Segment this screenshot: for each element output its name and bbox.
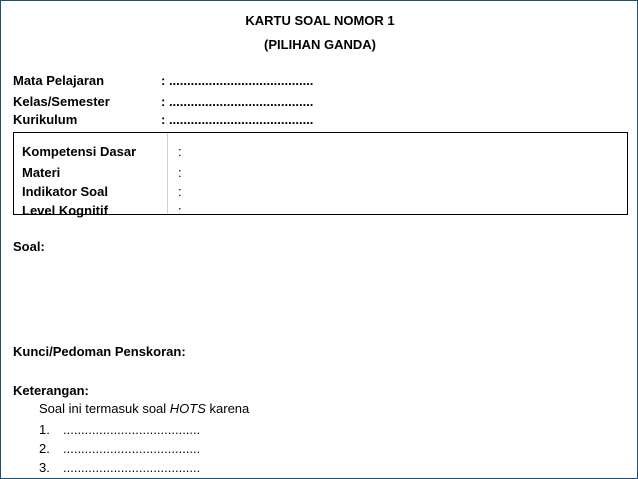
details-row-competency (22, 144, 182, 162)
identity-label: Mata Pelajaran (13, 73, 105, 88)
details-label: Materi (22, 165, 61, 180)
reason-blank[interactable]: ...................................... (63, 422, 201, 437)
question-heading: Soal: (13, 239, 45, 254)
reason-item (39, 441, 200, 456)
identity-label: Kelas/Semester (13, 94, 110, 109)
hots-emphasis: HOTS (169, 401, 206, 416)
answer-key-heading: Kunci/Pedoman Penskoran: (13, 344, 186, 359)
details-colon[interactable]: : (178, 203, 182, 218)
identity-value[interactable]: : ........................................ (161, 112, 314, 127)
hots-note-prefix: Soal ini termasuk soal (39, 401, 170, 416)
reason-item (39, 460, 200, 475)
identity-value[interactable]: : ........................................ (161, 94, 314, 109)
details-row-indicator (22, 184, 182, 202)
details-colon[interactable]: : (178, 165, 182, 180)
reason-number: 1. (39, 422, 50, 437)
hots-note (39, 401, 249, 416)
details-row-cognitive-level (22, 203, 182, 221)
identity-label: Kurikulum (13, 112, 78, 127)
identity-value[interactable]: : ........................................ (161, 73, 314, 88)
reason-number: 3. (39, 460, 50, 475)
reason-blank[interactable]: ...................................... (63, 460, 201, 475)
details-colon[interactable]: : (178, 144, 182, 159)
competency-details-table (13, 132, 628, 218)
card-title: KARTU SOAL NOMOR 1 (245, 13, 395, 28)
details-label: Level Kognitif (22, 203, 108, 218)
details-colon[interactable]: : (178, 184, 182, 199)
reason-blank[interactable]: ...................................... (63, 441, 201, 456)
card-subtitle: (PILIHAN GANDA) (264, 37, 376, 52)
details-row-material (22, 165, 182, 183)
reason-item (39, 422, 200, 437)
details-label: Indikator Soal (22, 184, 108, 199)
column-divider (167, 133, 168, 214)
details-label: Kompetensi Dasar (22, 144, 137, 159)
hots-note-suffix: karena (205, 401, 250, 416)
reason-number: 2. (39, 441, 50, 456)
notes-heading: Keterangan: (13, 383, 89, 398)
